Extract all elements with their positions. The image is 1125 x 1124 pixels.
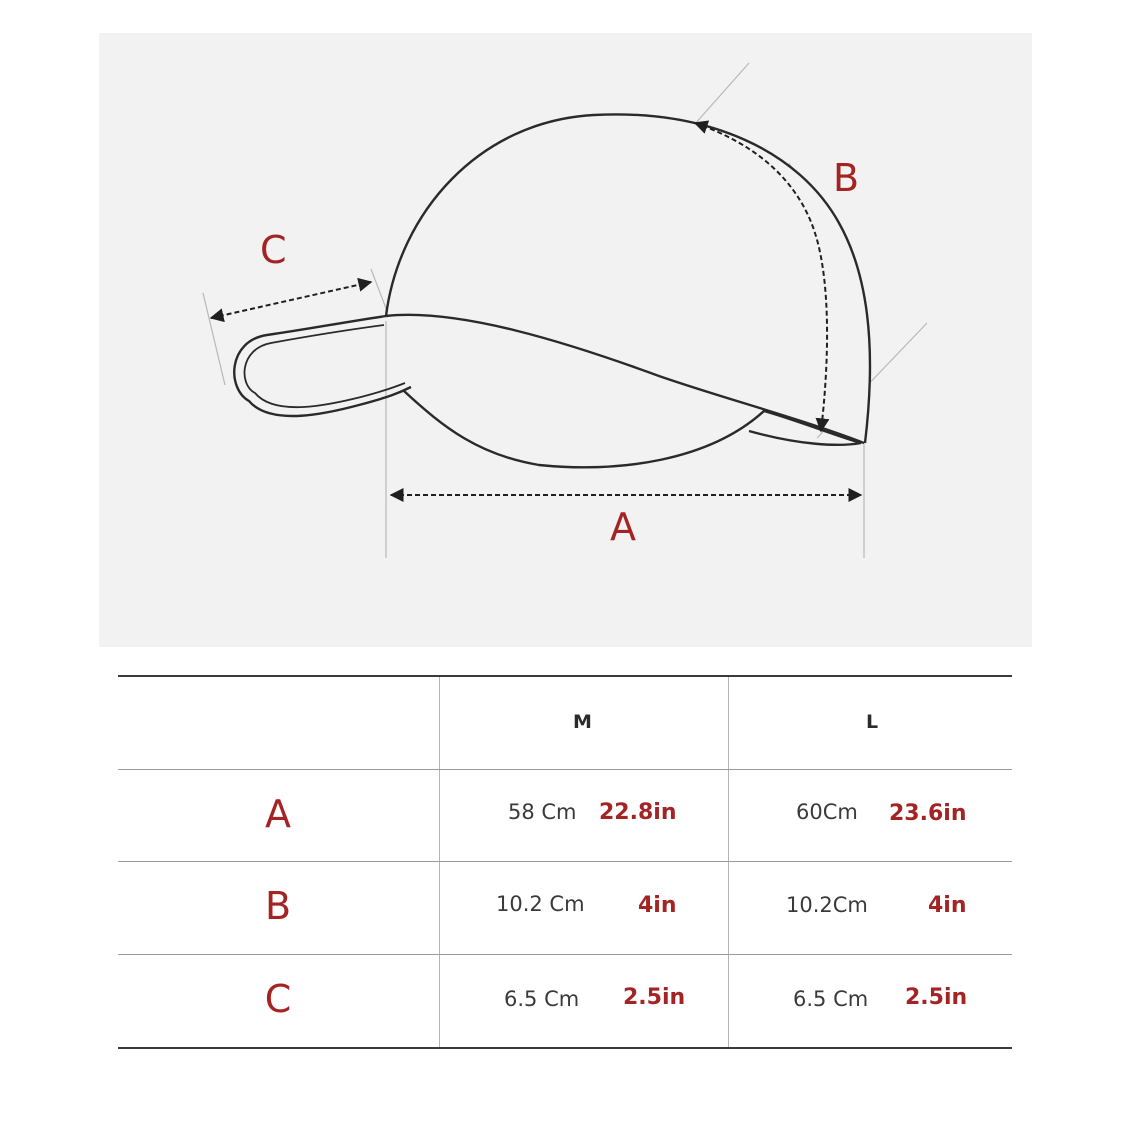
l-inch-value: 2.5in — [905, 985, 968, 1010]
table-row — [118, 770, 1012, 862]
l-inch-value: 4in — [928, 893, 967, 918]
column-header-m: M — [573, 711, 592, 733]
m-inch-value: 22.8in — [599, 800, 677, 825]
cap-crown — [386, 114, 870, 443]
dimension-b-label: B — [833, 156, 860, 200]
l-cm-value: 10.2Cm — [786, 893, 868, 917]
table-row — [118, 862, 1012, 955]
cap-strap — [234, 316, 411, 416]
dimension-c-arrow — [211, 282, 371, 318]
size-table — [118, 675, 1012, 1049]
cap-diagram-panel — [99, 33, 1032, 647]
row-label-c: C — [264, 977, 292, 1021]
row-label-b: B — [264, 884, 292, 928]
m-inch-value: 2.5in — [623, 985, 686, 1010]
l-cm-value: 60Cm — [796, 800, 858, 824]
m-cm-value: 10.2 Cm — [496, 892, 585, 916]
column-header-l: L — [866, 711, 879, 733]
table-row — [118, 955, 1012, 1047]
m-cm-value: 6.5 Cm — [504, 987, 580, 1011]
row-label-a: A — [265, 792, 291, 836]
l-inch-value: 23.6in — [889, 801, 967, 826]
m-inch-value: 4in — [638, 893, 677, 918]
dimension-a-label: A — [610, 505, 636, 549]
dimension-c-label: C — [260, 228, 287, 272]
m-cm-value: 58 Cm — [508, 800, 577, 824]
cap-strap-inner — [244, 325, 405, 407]
table-header-row — [118, 677, 1012, 770]
cap-drawing — [99, 33, 1032, 647]
l-cm-value: 6.5 Cm — [793, 987, 869, 1011]
